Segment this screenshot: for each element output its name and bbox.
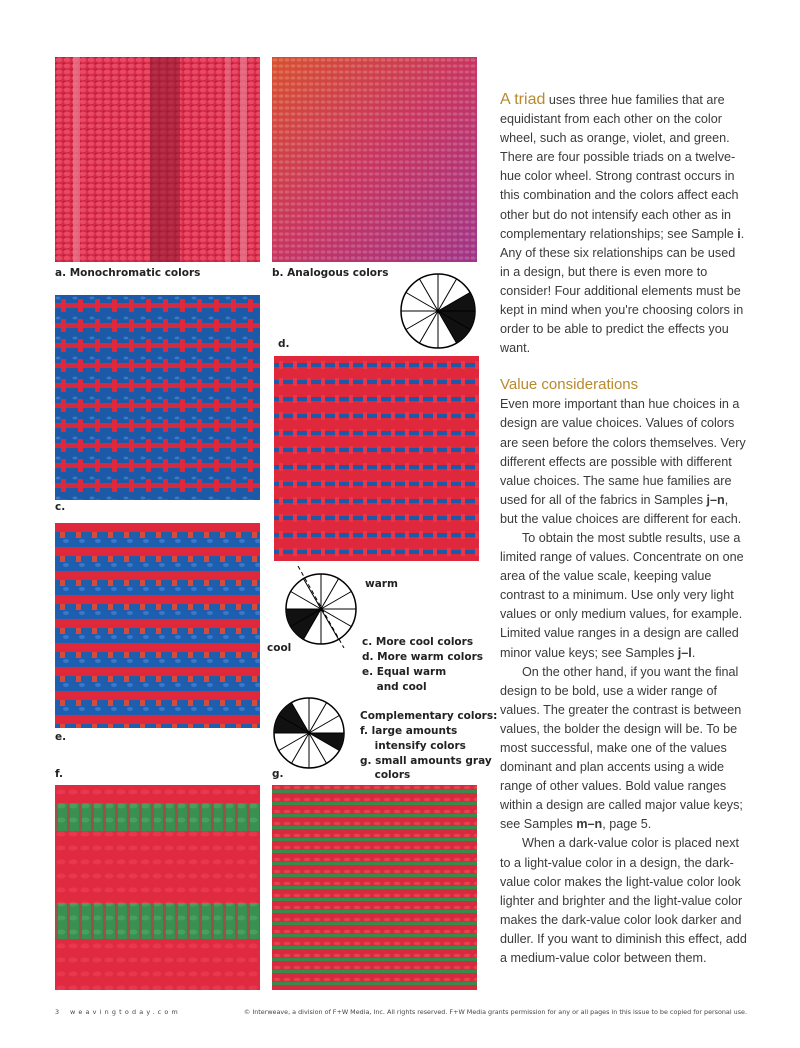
swatch-g-caption: g. [272, 768, 284, 780]
cool-warm-note-3: e. Equal warm [362, 666, 447, 678]
cool-label: cool [267, 642, 292, 654]
triad-lead: A triad [500, 91, 546, 108]
swatch-g-weave [272, 785, 477, 990]
complementary-note-2: intensify colors [360, 740, 466, 752]
swatch-a-weave [55, 57, 260, 262]
value-paragraph-4: When a dark-value color is placed next to a light-value color in a design, the dark-value color makes the light-value color look lighter and brighter and the light-value color makes the dark-value color look darker and duller. If you want to diminish this effect, add a medium-value color between them. [500, 836, 747, 966]
triad-paragraph [500, 90, 748, 358]
value-paragraph-2 [500, 529, 748, 663]
value-p3-text: On the other hand, if you want the final design to be bold, use a wider range of values. The greater the contrast is between values, the bolder the design will be. To be most successful, make one of the values dominant and plan accents using a wide range of other values. Bold value ranges within a design are called major value keys; see Samples [500, 664, 743, 832]
value-p1-text: Even more important than hue choices in a design are value choices. Values of colors are seen before the colors themselves. Very different effects are possible with different value choices. The same hue families are used for all of the fabrics in Samples [500, 397, 746, 507]
warm-cool-color-wheel [280, 566, 362, 648]
triad-sample-ref: i [737, 226, 741, 241]
swatch-d-weave [274, 356, 479, 561]
triad-text-2: . Any of these six relationships can be used in a design, but there is even more to consider! Four additional elements must be kept in mind when you're choosing colors in order to be able to predict the effects you want. [500, 226, 745, 356]
swatch-c-weave [55, 295, 260, 500]
swatch-a-image [55, 57, 260, 262]
cool-warm-note-2: d. More warm colors [362, 651, 484, 663]
copyright-notice: © Interweave, a division of F+W Media, Inc. All rights reserved. F+W Media grants permission for any or all pages in this issue to be copied for personal use. [243, 1008, 747, 1016]
value-paragraph-3 [500, 663, 748, 835]
value-paragraph-1 [500, 395, 748, 529]
value-p1-text-2: , but the value choices are different for each. [500, 492, 742, 526]
swatch-b-caption: b. Analogous colors [272, 267, 389, 279]
site-link[interactable]: weavingtoday.com [70, 1008, 181, 1016]
value-p1-ref: j–n [706, 492, 725, 507]
body-text-column [500, 90, 748, 968]
analogous-color-wheel [398, 271, 478, 351]
complementary-note-1: f. large amounts [360, 725, 458, 737]
complementary-heading: Complementary colors: [360, 710, 498, 722]
warm-label: warm [365, 578, 398, 590]
value-p3-ref: m–n [576, 817, 603, 832]
swatch-e-weave [55, 523, 260, 728]
swatch-e-caption: e. [55, 731, 67, 743]
value-p2-ref: j–l [677, 645, 692, 660]
complementary-note-3: g. small amounts gray [360, 755, 492, 767]
cool-warm-note-1: c. More cool colors [362, 636, 474, 648]
triad-text: uses three hue families that are equidistant from each other on the color wheel, such as orange, violet, and green. There are four possible triads on a twelve-hue color wheel. Strong contrast occurs in this combination and the colors affect each other but do not intensify each other as in complementary relationships; see Sample [500, 93, 739, 241]
swatch-a-caption: a. Monochromatic colors [55, 267, 201, 279]
swatch-c-caption: c. [55, 501, 66, 513]
swatch-c-image [55, 295, 260, 500]
value-p3-text-2: , page 5. [602, 817, 652, 832]
swatch-f-caption: f. [55, 768, 63, 780]
value-p2-text: To obtain the most subtle results, use a limited range of values. Concentrate on one area of the value scale, keeping value contrast to a minimum. Use only very light values or only medium values, for example. Limited value ranges in a design are called minor value keys; see Samples [500, 530, 744, 660]
complementary-color-wheel [268, 695, 350, 773]
swatch-b-weave [272, 57, 477, 262]
value-p2-text-2: . [691, 645, 696, 660]
swatch-f-image [55, 785, 260, 990]
swatch-g-image [272, 785, 477, 990]
page-number: 3 [55, 1008, 60, 1016]
swatch-b-image [272, 57, 477, 262]
cool-warm-note-4: and cool [362, 681, 427, 693]
complementary-note-4: colors [360, 769, 411, 781]
value-considerations-heading: Value considerations [500, 376, 639, 394]
swatch-d-image [274, 356, 479, 561]
swatch-f-weave [55, 785, 260, 990]
swatch-e-image [55, 523, 260, 728]
swatch-d-caption: d. [278, 338, 290, 350]
